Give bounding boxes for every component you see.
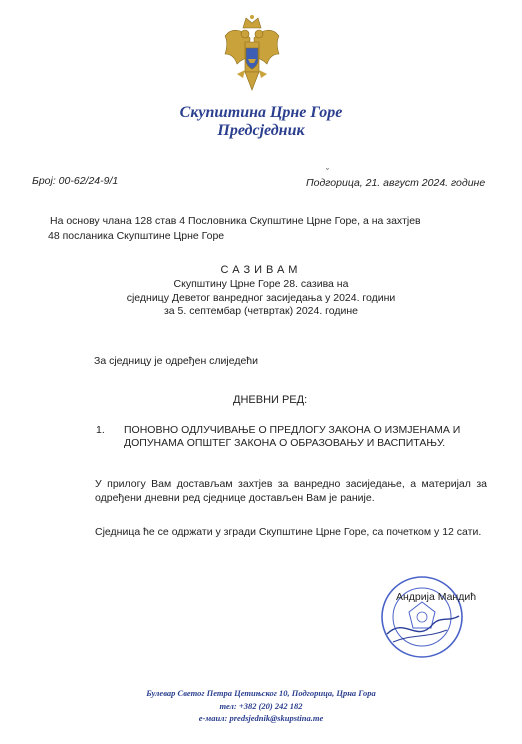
organization-name: Скупштина Црне Горе bbox=[179, 104, 343, 121]
venue-paragraph: Сједница ће се одржати у згради Скупштине Црне Горе, са почетком у 12 сати. bbox=[95, 526, 482, 538]
footer-phone: тел: +382 (20) 242 182 bbox=[219, 701, 303, 711]
footer-address: Булевар Светог Петра Цетињског 10, Подгорица, Црна Гора bbox=[146, 688, 376, 698]
convocation-line-1: Скупштину Црне Горе 28. сазива на bbox=[173, 278, 349, 290]
coat-of-arms-icon bbox=[223, 14, 281, 98]
agenda-heading: ДНЕВНИ РЕД: bbox=[233, 394, 308, 406]
convocation-line-2: сједницу Деветог ванредног засиједања у 2024. години bbox=[126, 292, 396, 304]
footer-email: е-маил: predsjednik@skupstina.me bbox=[198, 713, 324, 723]
materials-paragraph: У прилогу Вам достављам захтјев за ванредно засиједање, а материјал за одређени дневни ред сједнице достављен Вам је раније. bbox=[95, 478, 487, 504]
reference-number: Број: 00-62/24-9/1 bbox=[32, 175, 119, 187]
intro-line-1: На основу члана 128 став 4 Пословника Скупштине Црне Горе, а на захтјев bbox=[50, 215, 421, 227]
agenda-item-number: 1. bbox=[96, 424, 105, 436]
convocation-line-3: за 5. септембар (четвртак) 2024. године bbox=[163, 305, 359, 317]
agenda-intro: За сједницу је одређен слиједећи bbox=[94, 355, 259, 367]
official-stamp-icon bbox=[377, 572, 467, 662]
convocation-heading: САЗИВАМ bbox=[220, 264, 302, 276]
organization-title: Предсједник bbox=[217, 122, 305, 139]
date-line: Подгорица, 21. август 2024. године bbox=[306, 177, 486, 189]
intro-line-2: 48 посланика Скупштине Црне Горе bbox=[48, 230, 225, 242]
agenda-item-text: ПОНОВНО ОДЛУЧИВАЊЕ О ПРЕДЛОГУ ЗАКОНА О ИЗМЈЕНАМА И ДОПУНАМА ОПШТЕГ ЗАКОНА О ОБРАЗОВАЊУ И ВАСПИТАЊУ. bbox=[124, 424, 461, 449]
tick-mark: ˇ bbox=[326, 167, 329, 177]
signatory-name: Андрија Мандић bbox=[396, 591, 477, 603]
